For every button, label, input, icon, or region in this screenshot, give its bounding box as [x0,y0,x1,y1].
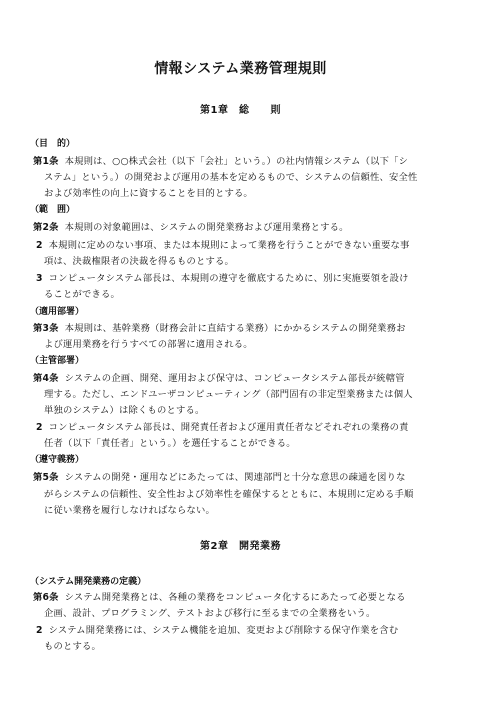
article-2-item-3-line-2: ることができる。 [44,289,120,300]
purpose-heading: （目 的） [30,139,76,149]
article-5-line-3: に従い業務を履行しなければならない。 [44,505,215,516]
article-6-number: 第6条 [33,592,59,603]
article-2-item-3-number: 3 [36,273,43,284]
chapter-1-heading: 第1章 総 則 [200,105,281,116]
article-4-line-2: 理する。ただし、エンドユーザコンピューティング（部門固有の非定型業務または個人 [44,389,413,400]
article-4-number: 第4条 [33,373,59,384]
article-6-item-2-line-1: 2 システム開発業務には、システム機能を追加、変更および削除する保守作業を含む [36,625,399,636]
article-2-number: 第2条 [33,222,59,233]
article-6-line-2: 企画、設計、プログラミング、テストおよび移行に至るまでの全業務をいう。 [44,608,376,619]
definition-heading: （システム開発業務の定義） [30,577,147,587]
article-3-number: 第3条 [33,323,59,334]
article-5-line-2: がらシステムの信頼性、安全性および効率性を確保するとともに、本規則に定める手順 [44,489,414,500]
article-6-item-2-line-2: ものとする。 [44,641,101,652]
article-2-item-3-line-1: 3 コンピュータシステム部長は、本規則の遵守を徹底するために、別に実施要領を設け [36,273,409,284]
article-6-line-1: 第6条 システム開発業務とは、各種の業務をコンピュータ化するにあたって必要となる [33,592,406,603]
article-1-line-1: 第1条 本規則は、○○株式会社（以下「会社」という。）の社内情報システム（以下「シ [33,156,409,167]
article-4-line-1: 第4条 システムの企画、開発、運用および保守は、コンピュータシステム部長が統轄管 [33,373,405,384]
article-4-item-2-line-2: 任者（以下「責任者」という。）を選任することができる。 [44,438,296,449]
scope-heading: （範 囲） [30,205,76,215]
article-2-item-2-line-2: 項は、決裁権限者の決裁を得るものとする。 [44,256,234,267]
article-6-item-2-number: 2 [36,625,43,636]
article-4-item-2-line-1: 2 コンピュータシステム部長は、開発責任者および運用責任者などそれぞれの業務の責 [36,422,409,433]
article-2-item-2-line-1: 2 本規則に定めのない事項、または本規則によって業務を行うことができない重要な事 [36,240,410,251]
article-1-number: 第1条 [33,156,59,167]
document-title: 情報システム業務管理規則 [154,61,327,77]
article-1-line-2: ステム」という。）の開発および運用の基本を定めるもので、システムの信頼性、安全性 [44,172,418,183]
article-2-line-1: 第2条 本規則の対象範囲は、システムの開発業務および運用業務とする。 [33,222,349,233]
applicable-heading: （適用部署） [30,307,85,317]
article-5-line-1: 第5条 システムの開発・運用などにあたっては、関連部門と十分な意思の疎通を図りな [33,472,406,483]
compliance-heading: （遵守義務） [30,455,85,465]
chapter-2-heading: 第2章 開発業務 [200,541,281,552]
article-5-number: 第5条 [33,472,59,483]
managing-heading: （主管部署） [30,356,85,366]
article-3-line-2: よび運用業務を行うすべての部署に適用される。 [44,339,253,350]
article-4-item-2-number: 2 [36,422,43,433]
article-4-line-3: 単独のシステム）は除くものとする。 [44,405,205,416]
article-1-line-3: および効率性の向上に資することを目的とする。 [44,188,253,199]
article-2-item-2-number: 2 [36,240,43,251]
article-3-line-1: 第3条 本規則は、基幹業務（財務会計に直結する業務）にかかるシステムの開発業務お [33,323,406,334]
